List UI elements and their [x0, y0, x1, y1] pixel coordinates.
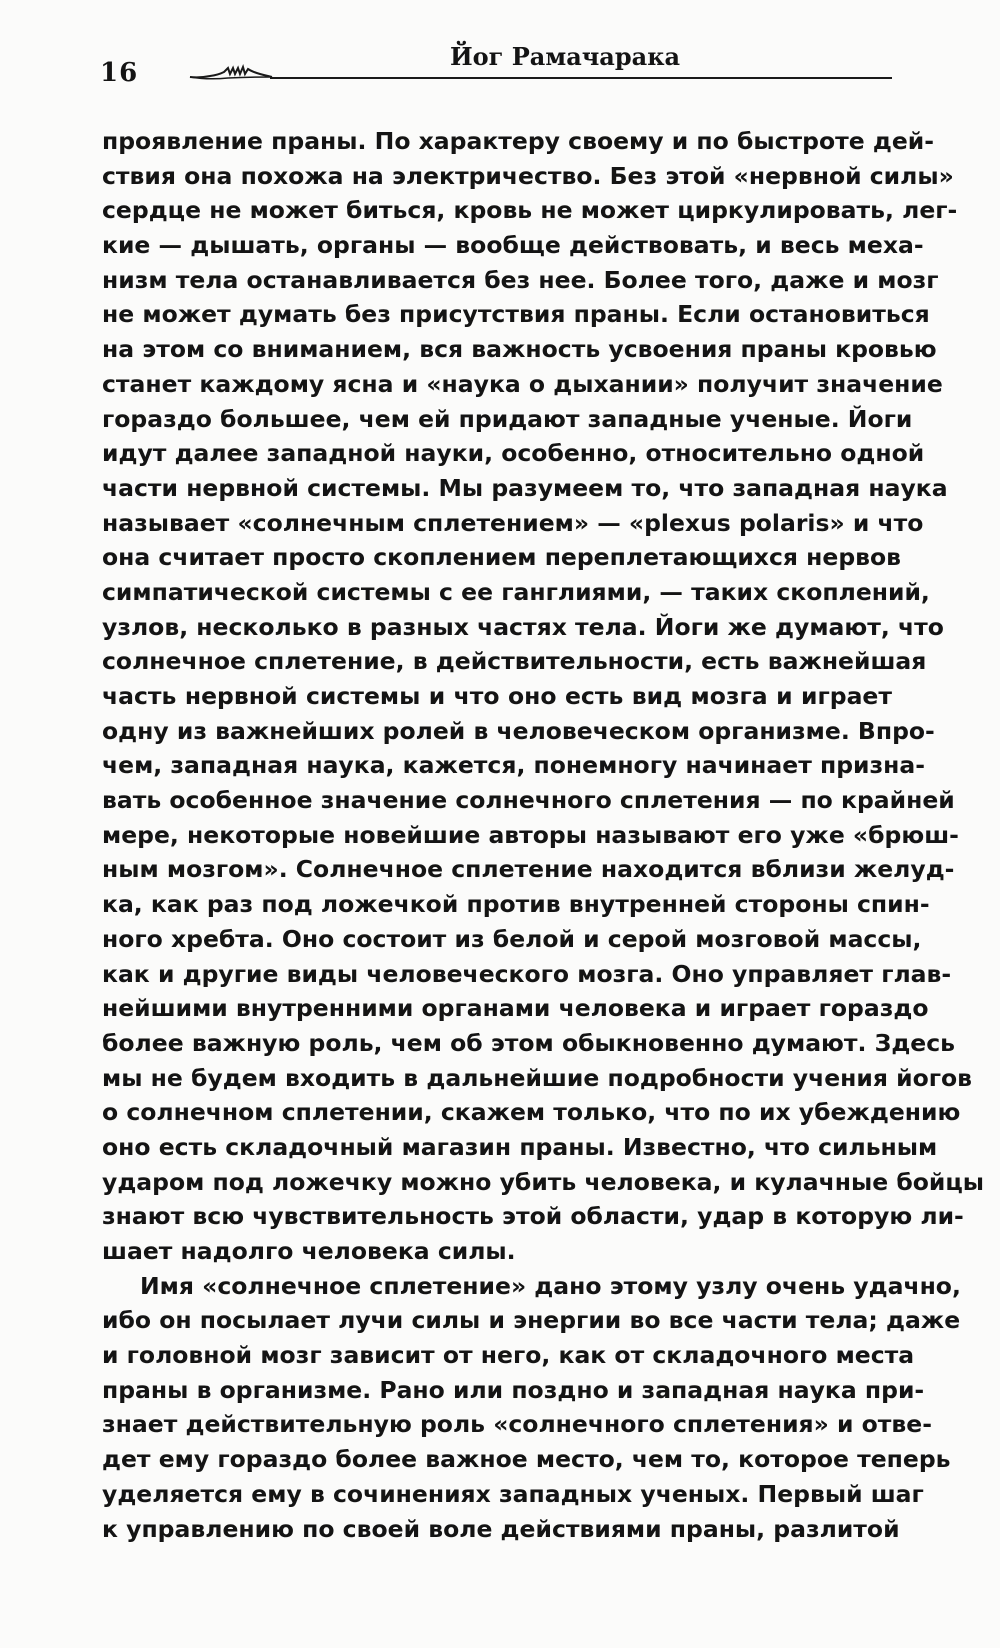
text-line: нейшими внутренними органами человека и играет гораздо — [102, 994, 929, 1023]
text-line: мы не будем входить в дальнейшие подробности учения йогов — [102, 1063, 973, 1092]
text-line: и головной мозг зависит от него, как от складочного места — [102, 1341, 915, 1370]
text-line: чем, западная наука, кажется, понемногу начинает призна- — [102, 751, 926, 780]
page-header — [0, 0, 1000, 110]
text-line: называет «солнечным сплетением» — «plexus polaris» и что — [102, 508, 924, 537]
text-line: солнечное сплетение, в действительности, есть важнейшая — [102, 647, 927, 676]
text-line: на этом со вниманием, вся важность усвоения праны кровью — [102, 335, 937, 364]
text-line: ного хребта. Оно состоит из белой и серой мозговой массы, — [102, 924, 922, 953]
text-line: проявление праны. По характеру своему и по быстроте дей- — [102, 127, 935, 155]
text-line: узлов, несколько в разных частях тела. Йоги же думают, что — [102, 612, 944, 641]
text-line: о солнечном сплетении, скажем только, что по их убеждению — [102, 1098, 961, 1127]
text-line: знает действительную роль «солнечного сплетения» и отве- — [102, 1410, 932, 1439]
text-line: Имя «солнечное сплетение» дано этому узлу очень удачно, — [140, 1271, 961, 1300]
text-line: ибо он посылает лучи силы и энергии во все части тела; даже — [102, 1306, 961, 1335]
text-line: станет каждому ясна и «наука о дыхании» получит значение — [102, 369, 943, 398]
text-line: мере, некоторые новейшие авторы называют его уже «брюш- — [102, 820, 959, 849]
running-title: Йог Рамачарака — [450, 42, 681, 71]
text-line: она считает просто скоплением переплетающихся нервов — [102, 543, 902, 572]
text-line: гораздо большее, чем ей придают западные ученые. Йоги — [102, 404, 913, 433]
text-line: дет ему гораздо более важное место, чем то, которое теперь — [102, 1445, 951, 1474]
ornament-flourish-icon — [188, 60, 272, 90]
text-line: части нервной системы. Мы разумеем то, что западная наука — [102, 473, 948, 502]
text-line: идут далее западной науки, особенно, относительно одной — [102, 439, 925, 468]
text-line: знают всю чувствительность этой области, удар в которую ли- — [102, 1202, 964, 1231]
text-line: к управлению по своей воле действиями праны, разлитой — [102, 1514, 900, 1543]
paragraph — [102, 124, 985, 1269]
text-line: шает надолго человека силы. — [102, 1237, 516, 1265]
paragraph — [102, 1269, 961, 1547]
text-line: симпатической системы с ее ганглиями, — таких скоплений, — [102, 577, 930, 606]
text-line: уделяется ему в сочинениях западных ученых. Первый шаг — [102, 1479, 924, 1508]
header-rule — [270, 77, 892, 79]
text-line: ствия она похожа на электричество. Без этой «нервной силы» — [102, 161, 954, 190]
text-line: низм тела останавливается без нее. Более того, даже и мозг — [102, 265, 939, 294]
text-line: сердце не может биться, кровь не может циркулировать, лег- — [102, 196, 958, 225]
text-line: кие — дышать, органы — вообще действовать, и весь меха- — [102, 231, 924, 260]
text-line: как и другие виды человеческого мозга. Оно управляет глав- — [102, 959, 952, 988]
body-text — [102, 124, 985, 1546]
text-line: праны в организме. Рано или поздно и западная наука при- — [102, 1375, 925, 1404]
text-line: одну из важнейших ролей в человеческом организме. Впро- — [102, 716, 935, 745]
text-line: вать особенное значение солнечного сплетения — по крайней — [102, 786, 955, 815]
text-line: более важную роль, чем об этом обыкновенно думают. Здесь — [102, 1028, 956, 1057]
text-line: часть нервной системы и что оно есть вид мозга и играет — [102, 682, 892, 710]
page-number: 16 — [100, 58, 139, 88]
text-line: не может думать без присутствия праны. Если остановиться — [102, 300, 930, 329]
text-line: оно есть складочный магазин праны. Известно, что сильным — [102, 1132, 938, 1161]
text-line: ка, как раз под ложечкой против внутренней стороны спин- — [102, 890, 930, 919]
text-line: ударом под ложечку можно убить человека, и кулачные бойцы — [102, 1167, 985, 1196]
text-line: ным мозгом». Солнечное сплетение находится вблизи желуд- — [102, 855, 955, 884]
